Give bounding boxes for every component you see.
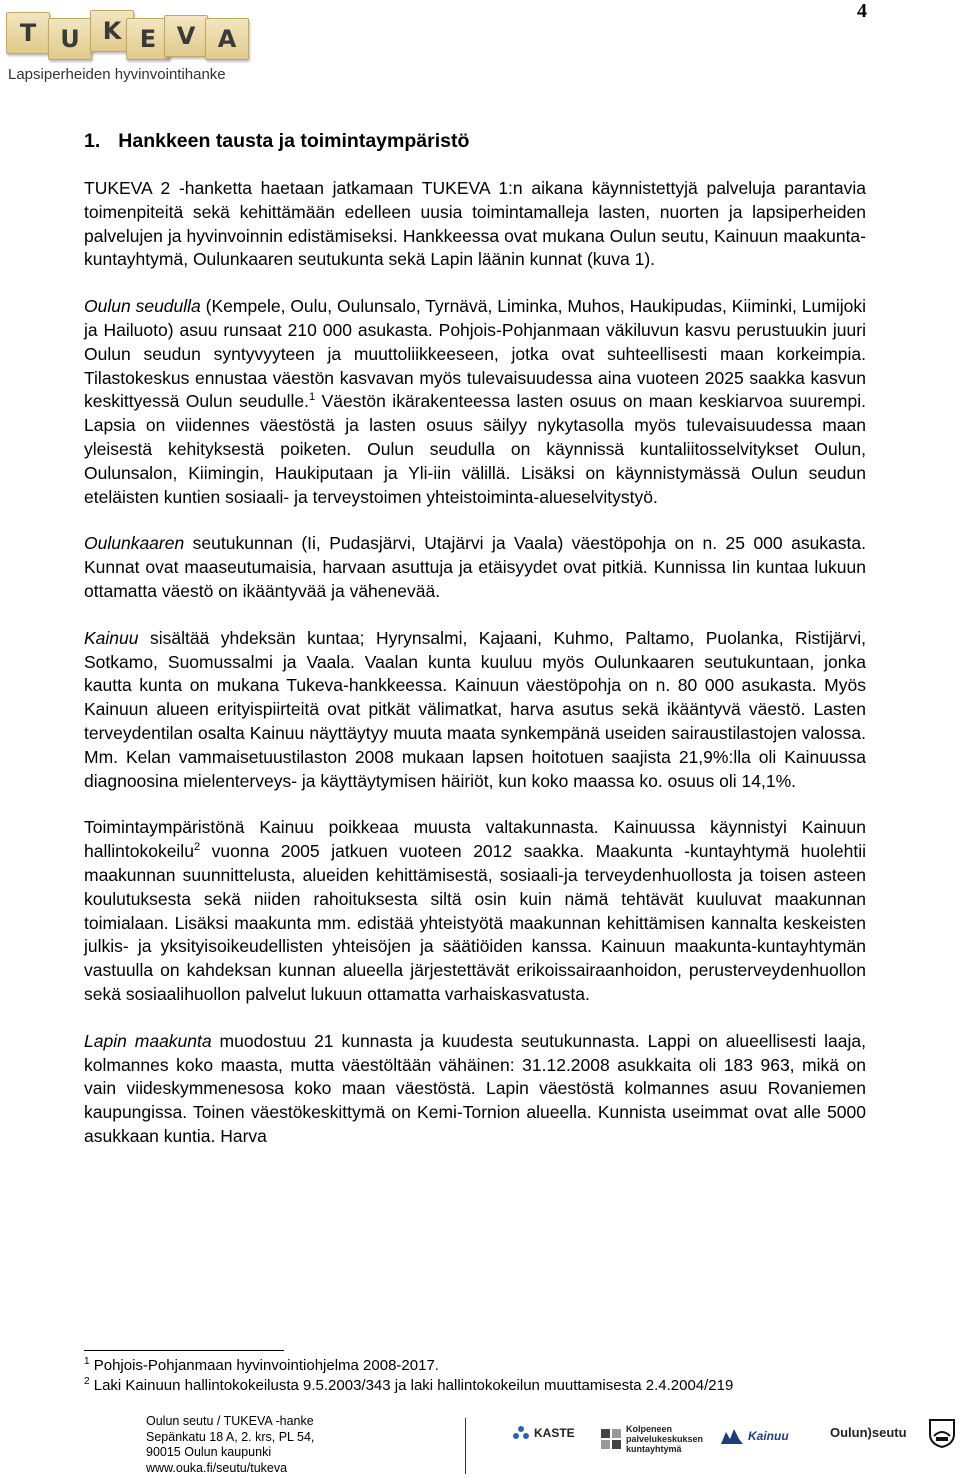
- tukeva-logo: [6, 6, 266, 88]
- footer-address: [146, 1414, 314, 1476]
- paragraph-text: (Kempele, Oulu, Oulunsalo, Tyrnävä, Liminka, Muhos, Haukipudas, Kiiminki, Lumijoki ja Hailuoto) asuu runsaat 210 000 asukasta. Pohjois-Pohjanmaan väkiluvun kasvu perustuukin juuri Oulun seudun syntyvyyteen ja muuttoliikkeeseen, jotka ovat suhteellisesti maan korkeimpia. Tilastokeskus ennustaa väestön kasvavan myös tulevaisuudessa aina vuoteen 2025 saakka kasvun keskittyessä Oulun seudulle.: [84, 296, 866, 412]
- logo-tile: A: [205, 18, 249, 60]
- footer-divider: [465, 1418, 466, 1474]
- kaste-logo: [512, 1425, 575, 1441]
- kainuu-logo: [720, 1426, 789, 1446]
- oulu-crest-icon: [928, 1418, 956, 1448]
- paragraph-kainuu: [84, 627, 866, 794]
- paragraph-oulunkaari: [84, 532, 866, 603]
- paragraph-text: seutukunnan (Ii, Pudasjärvi, Utajärvi ja Vaala) väestöpohja on n. 25 000 asukasta. Kunnat ovat maaseutumaisia, harvaan asuttuja ja etäisyydet ovat pitkiä. Kunnissa Iin kuntaa lukuun ottamatta väestö on ikääntyvää ja vähenevää.: [84, 533, 866, 601]
- logo-subtitle: Lapsiperheiden hyvinvointihanke: [8, 66, 226, 83]
- address-line: 90015 Oulun kaupunki: [146, 1445, 272, 1459]
- kainuu-icon: [720, 1426, 744, 1446]
- oulun-seutu-logo: [830, 1425, 907, 1440]
- kaste-logo-text: KASTE: [534, 1426, 575, 1440]
- oulun-seutu-logo-text: Oulun)seutu: [830, 1425, 907, 1440]
- oulun-kaupunki-logo: [928, 1418, 956, 1448]
- paragraph-lappi: [84, 1030, 866, 1149]
- kpk-line: palvelukeskuksen: [626, 1434, 704, 1444]
- section-title: Hankkeen tausta ja toimintaympäristö: [118, 130, 470, 152]
- footnote-ref[interactable]: 1: [309, 391, 316, 404]
- paragraph-text-cont: vuonna 2005 jatkuen vuoteen 2012 saakka. Maakunta -kuntayhtymä huolehtii maakunnan suunnittelusta, alueiden kehittämisestä, sosiaali-ja terveydenhuollosta ja toisen asteen koulutuksesta sekä niiden rahoituksesta siltä osin kuin nämä tehtävät kuuluvat maakunnan toimialaan. Lisäksi maakunta mm. edistää yhteistyötä maakunnan kehittämisen kannalta keskeisten julkis- ja yksityisoikeudellisten yhteisöjen ja säätiöiden kanssa. Kainuun maakunta-kuntayhtymän vastuulla on kahdeksan kunnan alueella järjestettävät erikoissairaanhoidon, perusterveydenhuollon sekä sosiaalihuollon palvelut lukuun ottamatta varhaiskasvatusta.: [84, 841, 866, 1004]
- paragraph-text: muodostuu 21 kunnasta ja kuudesta seutukunnasta. Lappi on alueellisesti laaja, kolmannes koko maasta, mutta väestöltään vähäinen: 31.12.2008 asukkaita oli 183 963, mikä on vain viideskymmenesosa koko maan väestöstä. Lapin väestöstä kolmannes asuu Rovaniemen kaupungissa. Toinen väestökeskittymä on Kemi-Tornion alueella. Kunnista useimmat ovat alle 5000 asukkaan kuntia. Harva: [84, 1030, 866, 1146]
- page-number: 4: [857, 0, 867, 22]
- section-number: 1.: [84, 130, 101, 152]
- kpk-logo: [600, 1424, 703, 1454]
- paragraph-lead: Oulun seudulla: [84, 296, 201, 317]
- kainuu-logo-text: Kainuu: [748, 1429, 789, 1443]
- footnote-ref[interactable]: 2: [193, 841, 201, 854]
- footnote-text: Pohjois-Pohjanmaan hyvinvointiohjelma 2008-2017.: [93, 1357, 439, 1374]
- paragraph-toimintaymparisto: [84, 816, 866, 1006]
- kpk-line: Kolpeneen: [626, 1424, 673, 1434]
- kpk-icon: [600, 1428, 622, 1450]
- footnote-number: 2: [84, 1376, 90, 1387]
- document-body: [84, 126, 866, 1172]
- paragraph-lead: Oulunkaaren: [84, 533, 185, 554]
- section-heading: [84, 126, 866, 156]
- address-line: Sepänkatu 18 A, 2. krs, PL 54,: [146, 1429, 315, 1444]
- logo-tile: K: [90, 10, 134, 52]
- paragraph-text: Toimintaympäristönä Kainuu poikkeaa muusta valtakunnasta. Kainuussa käynnistyi Kainuun hallintokokeilu: [84, 817, 866, 862]
- paragraph-text: sisältää yhdeksän kuntaa; Hyrynsalmi, Kajaani, Kuhmo, Paltamo, Puolanka, Ristijärvi, Sotkamo, Suomussalmi ja Vaala. Vaalan kunta kuuluu myös Oulunkaaren seutukuntaan, jonka kautta kunta on mukana Tukeva-hankkeessa. Kainuun väestöpohja on n. 80 000 asukasta. Myös Kainuun alueen erityispiirteitä ovat pitkät välimatkat, harva asutus sekä ikääntyvä väestö. Lasten terveydentilan osalta Kainuu näyttäytyy muuta maata synkempänä useiden sairaustilastojen valossa. Mm. Kelan vammaisetuustilaston 2008 mukaan lapsen hoitotuen saajista 21,9%:lla oli Kainuussa diagnoosina mielenterveys- ja käyttäytymisen häiriöt, kun koko maassa ko. osuus oli 14,1%.: [84, 627, 866, 791]
- footnote: [84, 1356, 866, 1376]
- footnotes: [84, 1356, 866, 1396]
- footnote: [84, 1376, 866, 1396]
- logo-tile: U: [48, 18, 92, 60]
- footnote-divider: [84, 1350, 284, 1351]
- logo-tile: E: [126, 18, 170, 60]
- paragraph-lead: Kainuu: [84, 627, 139, 648]
- paragraph-intro: [84, 177, 866, 272]
- kpk-line: kuntayhtymä: [626, 1444, 682, 1454]
- address-line: Oulun seutu / TUKEVA -hanke: [146, 1414, 314, 1428]
- footnote-number: 1: [84, 1356, 90, 1367]
- footnote-text: Laki Kainuun hallintokokeilusta 9.5.2003/343 ja laki hallintokokeilun muuttamisesta 2.4.2004/219: [93, 1377, 734, 1394]
- paragraph-text: TUKEVA 2 -hanketta haetaan jatkamaan TUKEVA 1:n aikana käynnistettyjä palveluja parantavia toimenpiteitä sekä kehittämään edelleen uusia toimintamalleja lasten, nuorten ja lapsiperheiden palvelujen ja hyvinvoinnin edistämiseksi. Hankkeessa ovat mukana Oulun seutu, Kainuun maakunta-kuntayhtymä, Oulunkaaren seutukunta sekä Lapin läänin kunnat (kuva 1).: [84, 178, 866, 270]
- kpk-logo-text: [626, 1424, 703, 1454]
- footer-url[interactable]: www.ouka.fi/seutu/tukeva: [146, 1460, 288, 1475]
- paragraph-oulun-seutu: [84, 295, 866, 509]
- paragraph-lead: Lapin maakunta: [84, 1030, 212, 1051]
- logo-tile: T: [6, 12, 50, 54]
- paragraph-text-cont: Väestön ikärakenteessa lasten osuus on maan keskiarvoa suurempi. Lapsia on viidennes väestöstä ja lasten osuus säilyy nykytasolla myös tulevaisuudessa maan yleisestä kehityksestä poiketen. Oulun seudulla on käynnissä kuntaliitosselvitykset Oulun, Oulunsalon, Kiimingin, Haukiputaan ja Yli-iin välillä. Lisäksi on käynnistymässä Oulun seudun eteläisten kuntien sosiaali- ja terveystoimen yhteistoiminta-alueselvitystyö.: [84, 391, 866, 507]
- logo-tile: V: [164, 15, 208, 57]
- kaste-icon: [512, 1425, 530, 1441]
